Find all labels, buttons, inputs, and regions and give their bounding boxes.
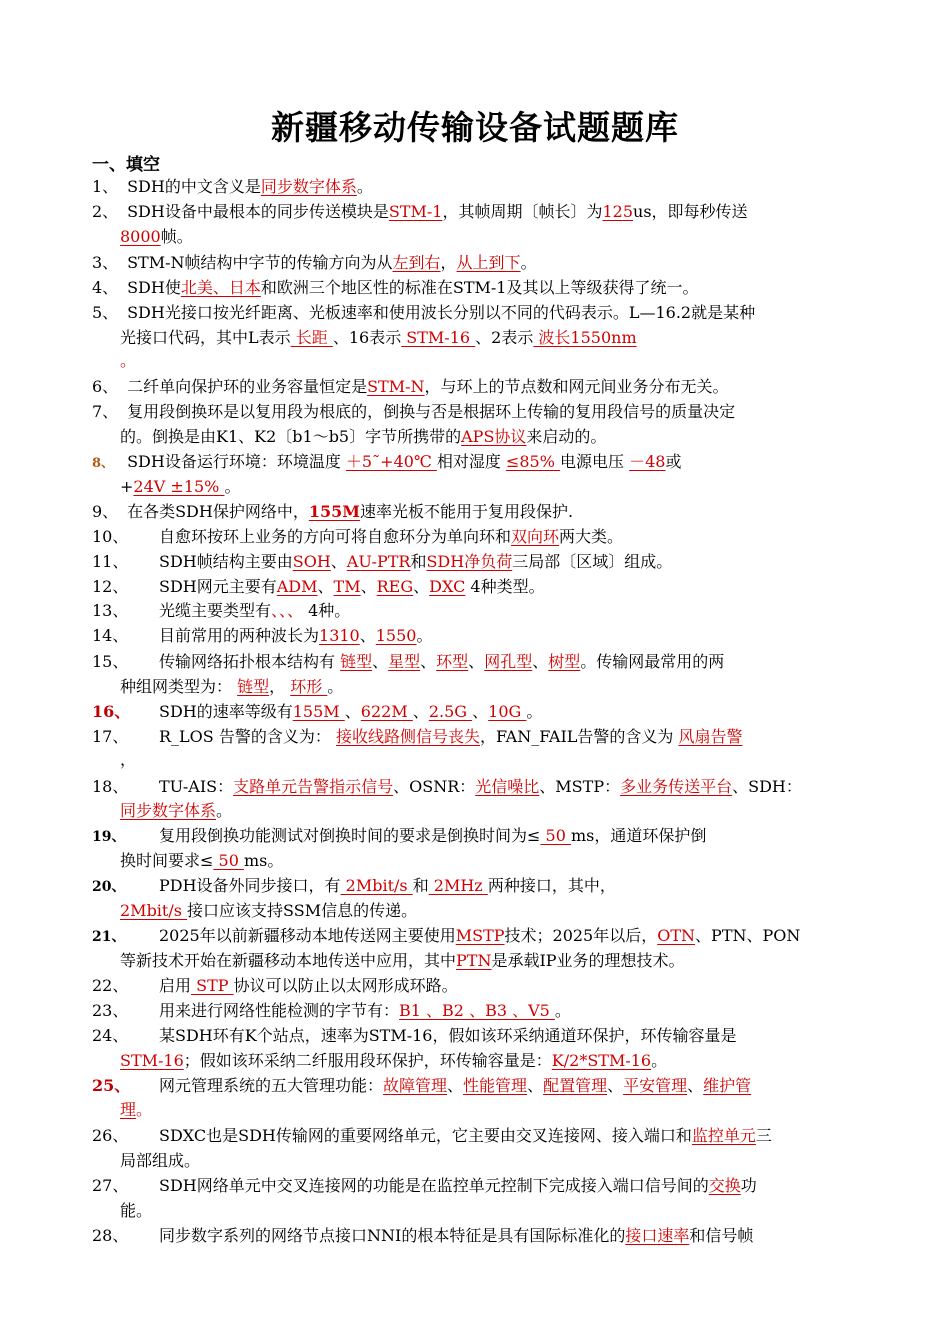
answer: 链型 bbox=[340, 652, 373, 671]
question-6: 6、 二纤单向保护环的业务容量恒定是STM-N，与环上的节点数和网元间业务分布无关。 bbox=[92, 377, 729, 396]
answer: B1 、B2 、B3 、V5 bbox=[399, 1001, 555, 1020]
answer: 双向环 bbox=[511, 527, 560, 546]
question-2-continued: 8000帧。 bbox=[120, 227, 193, 246]
answer: 同步数字体系 bbox=[260, 177, 357, 196]
answer: 环型 bbox=[436, 652, 469, 671]
answer: TM bbox=[333, 577, 361, 596]
answer: MSTP bbox=[455, 926, 505, 945]
section-heading: 一、填空 bbox=[92, 155, 160, 175]
question-17-continued: ， bbox=[120, 750, 137, 769]
answer: 支路单元告警指示信号 bbox=[233, 777, 394, 796]
answer: 性能管理 bbox=[463, 1076, 528, 1095]
answer: 、、、 bbox=[271, 601, 304, 620]
question-26: 26、 SDXC也是SDH传输网的重要网络单元，它主要由交叉连接网、接入端口和监控单元三 bbox=[92, 1126, 772, 1145]
answer: 从上到下 bbox=[456, 253, 521, 272]
question-28: 28、 同步数字系列的网络节点接口NNI的根本特征是具有国际标准化的接口速率和信号帧 bbox=[92, 1226, 754, 1245]
answer: 622M bbox=[360, 702, 413, 721]
question-26-continued: 局部组成。 bbox=[120, 1151, 201, 1170]
question-21: 21、 2025年以前新疆移动本地传送网主要使用MSTP技术；2025年以后，OTN、PTN、PON bbox=[92, 926, 801, 945]
question-19-continued: 换时间要求≤ 50 ms。 bbox=[120, 851, 284, 870]
answer: 10G bbox=[488, 702, 527, 721]
answer: 2.5G bbox=[428, 702, 473, 721]
answer: STP bbox=[191, 976, 234, 995]
answer: 接收线路侧信号丧失 bbox=[335, 727, 480, 746]
question-5-tail: 。 bbox=[120, 351, 137, 370]
answer: 树型 bbox=[548, 652, 581, 671]
answer: 环形 bbox=[290, 677, 328, 696]
answer: PTN bbox=[456, 951, 492, 970]
answer: 多业务传送平台 bbox=[620, 777, 733, 796]
answer: 链型 bbox=[237, 677, 270, 696]
answer: 长距 bbox=[290, 328, 333, 347]
answer: SOH bbox=[292, 552, 331, 571]
answer: 波长1550nm bbox=[533, 328, 637, 347]
question-1: 1、 SDH的中文含义是同步数字体系。 bbox=[92, 177, 373, 196]
answer: －48 bbox=[629, 452, 666, 471]
answer: 左到右 bbox=[392, 253, 441, 272]
question-5: 5、 SDH光接口按光纤距离、光板速率和使用波长分别以不同的代码表示。L—16.2就是某种 bbox=[92, 303, 756, 322]
answer: ADM bbox=[276, 577, 318, 596]
question-12: 12、 SDH网元主要有ADM、TM、REG、DXC 4种类型。 bbox=[92, 577, 545, 596]
question-15: 15、 传输网络拓扑根本结构有 链型、星型、环型、网孔型、树型。传输网最常用的两 bbox=[92, 652, 725, 671]
answer: 155M bbox=[292, 702, 345, 721]
answer: 2MHz bbox=[428, 876, 488, 895]
answer: 风扇告警 bbox=[678, 727, 743, 746]
answer: ≤85% bbox=[505, 452, 561, 471]
answer: 1550 bbox=[375, 626, 417, 645]
question-20-continued: 2Mbit/s 接口应该支持SSM信息的传递。 bbox=[120, 901, 418, 920]
question-18: 18、 TU-AIS：支路单元告警指示信号、OSNR：光信噪比、MSTP：多业务传送平台、SDH： bbox=[92, 777, 802, 796]
question-25: 25、 网元管理系统的五大管理功能：故障管理、性能管理、配置管理、平安管理、维护管 bbox=[92, 1076, 752, 1095]
answer: 交换 bbox=[708, 1176, 741, 1195]
answer: 1310 bbox=[319, 626, 360, 645]
answer: K/2*STM-16 bbox=[551, 1051, 652, 1070]
question-2: 2、 SDH设备中最根本的同步传送模块是STM-1，其帧周期〔帧长〕为125us，即每秒传送 bbox=[92, 202, 748, 221]
answer: OTN bbox=[657, 926, 696, 945]
answer: AU-PTR bbox=[346, 552, 411, 571]
answer: STM-1 bbox=[388, 202, 443, 221]
question-11: 11、 SDH帧结构主要由SOH、AU-PTR和SDH净负荷三局部〔区域〕组成。 bbox=[92, 552, 673, 571]
answer: 125 bbox=[602, 202, 634, 221]
answer: APS协议 bbox=[461, 427, 527, 446]
question-21-continued: 等新技术开始在新疆移动本地传送中应用，其中PTN是承载IP业务的理想技术。 bbox=[120, 951, 685, 970]
question-3: 3、 STM-N帧结构中字节的传输方向为从左到右，从上到下。 bbox=[92, 253, 537, 272]
question-24: 24、 某SDH环有K个站点，速率为STM-16，假如该环采纳通道环保护，环传输容量是 bbox=[92, 1026, 737, 1045]
answer: 155M bbox=[308, 502, 360, 521]
question-5-continued: 光接口代码，其中L表示 长距 、16表示 STM-16 、2表示 波长1550nm bbox=[120, 328, 637, 347]
answer: 同步数字体系 bbox=[120, 801, 217, 820]
question-14: 14、 目前常用的两种波长为1310、1550。 bbox=[92, 626, 433, 645]
question-7-continued: 的。倒换是由K1、K2〔b1～b5〕字节所携带的APS协议来启动的。 bbox=[120, 427, 607, 446]
answer: 24V ±15% bbox=[133, 477, 225, 496]
answer: SDH净负荷 bbox=[426, 552, 513, 571]
answer: 维护管 bbox=[703, 1076, 752, 1095]
answer: 50 bbox=[540, 826, 571, 845]
question-20: 20、 PDH设备外同步接口，有 2Mbit/s 和 2MHz 两种接口，其中， bbox=[92, 876, 616, 895]
answer: STM-16 bbox=[120, 1051, 184, 1070]
question-15-continued: 种组网类型为： 链型， 环形 。 bbox=[120, 677, 344, 696]
answer: 配置管理 bbox=[543, 1076, 608, 1095]
question-27-continued: 能。 bbox=[120, 1201, 153, 1220]
question-23: 23、 用来进行网络性能检测的字节有：B1 、B2 、B3 、V5 。 bbox=[92, 1001, 571, 1020]
answer: 2Mbit/s bbox=[120, 901, 188, 920]
question-8: 8、 SDH设备运行环境：环境温度 ＋5˜+40℃ 相对湿度 ≤85% 电源电压 －48或 bbox=[92, 452, 682, 471]
answer: ＋5˜+40℃ bbox=[345, 452, 437, 471]
answer: STM-16 bbox=[401, 328, 476, 347]
question-8-continued: +24V ±15% 。 bbox=[120, 477, 241, 496]
answer: 2Mbit/s bbox=[340, 876, 413, 895]
question-24-continued: STM-16；假如该环采纳二纤服用段环保护，环传输容量是：K/2*STM-16。 bbox=[120, 1051, 668, 1070]
question-18-continued: 同步数字体系。 bbox=[120, 801, 233, 820]
answer: 8000 bbox=[120, 227, 161, 246]
answer: 理 bbox=[120, 1100, 137, 1119]
question-10: 10、 自愈环按环上业务的方向可将自愈环分为单向环和双向环两大类。 bbox=[92, 527, 624, 546]
answer: 光信噪比 bbox=[475, 777, 540, 796]
question-4: 4、 SDH使北美、日本和欧洲三个地区性的标准在STM-1及其以上等级获得了统一。 bbox=[92, 278, 699, 297]
question-25-continued: 理。 bbox=[120, 1100, 153, 1119]
question-13: 13、 光缆主要类型有、、、 4种。 bbox=[92, 601, 351, 620]
answer: REG bbox=[376, 577, 414, 596]
answer: 星型 bbox=[388, 652, 421, 671]
answer: STM-N bbox=[367, 377, 425, 396]
answer: 北美、日本 bbox=[180, 278, 261, 297]
question-22: 22、 启用 STP 协议可以防止以太网形成环路。 bbox=[92, 976, 458, 995]
question-9: 9、 在各类SDH保护网络中，155M速率光板不能用于复用段保护. bbox=[92, 502, 574, 521]
question-19: 19、 复用段倒换功能测试对倒换时间的要求是倒换时间为≤ 50 ms，通道环保护倒 bbox=[92, 826, 707, 845]
answer: 50 bbox=[213, 851, 244, 870]
answer: 接口速率 bbox=[625, 1226, 690, 1245]
question-16: 16、 SDH的速率等级有155M 、622M 、2.5G 、10G 。 bbox=[92, 702, 543, 721]
answer: 平安管理 bbox=[623, 1076, 688, 1095]
answer: 网孔型 bbox=[484, 652, 533, 671]
question-17: 17、 R_LOS 告警的含义为： 接收线路侧信号丧失，FAN_FAIL告警的含义为 风扇告警 bbox=[92, 727, 743, 746]
answer: 监控单元 bbox=[691, 1126, 756, 1145]
answer: 故障管理 bbox=[383, 1076, 448, 1095]
question-27: 27、 SDH网络单元中交叉连接网的功能是在监控单元控制下完成接入端口信号间的交换功 bbox=[92, 1176, 757, 1195]
document-title: 新疆移动传输设备试题题库 bbox=[271, 108, 679, 147]
question-7: 7、 复用段倒换环是以复用段为根底的，倒换与否是根据环上传输的复用段信号的质量决定 bbox=[92, 402, 736, 421]
answer: DXC bbox=[429, 577, 466, 596]
